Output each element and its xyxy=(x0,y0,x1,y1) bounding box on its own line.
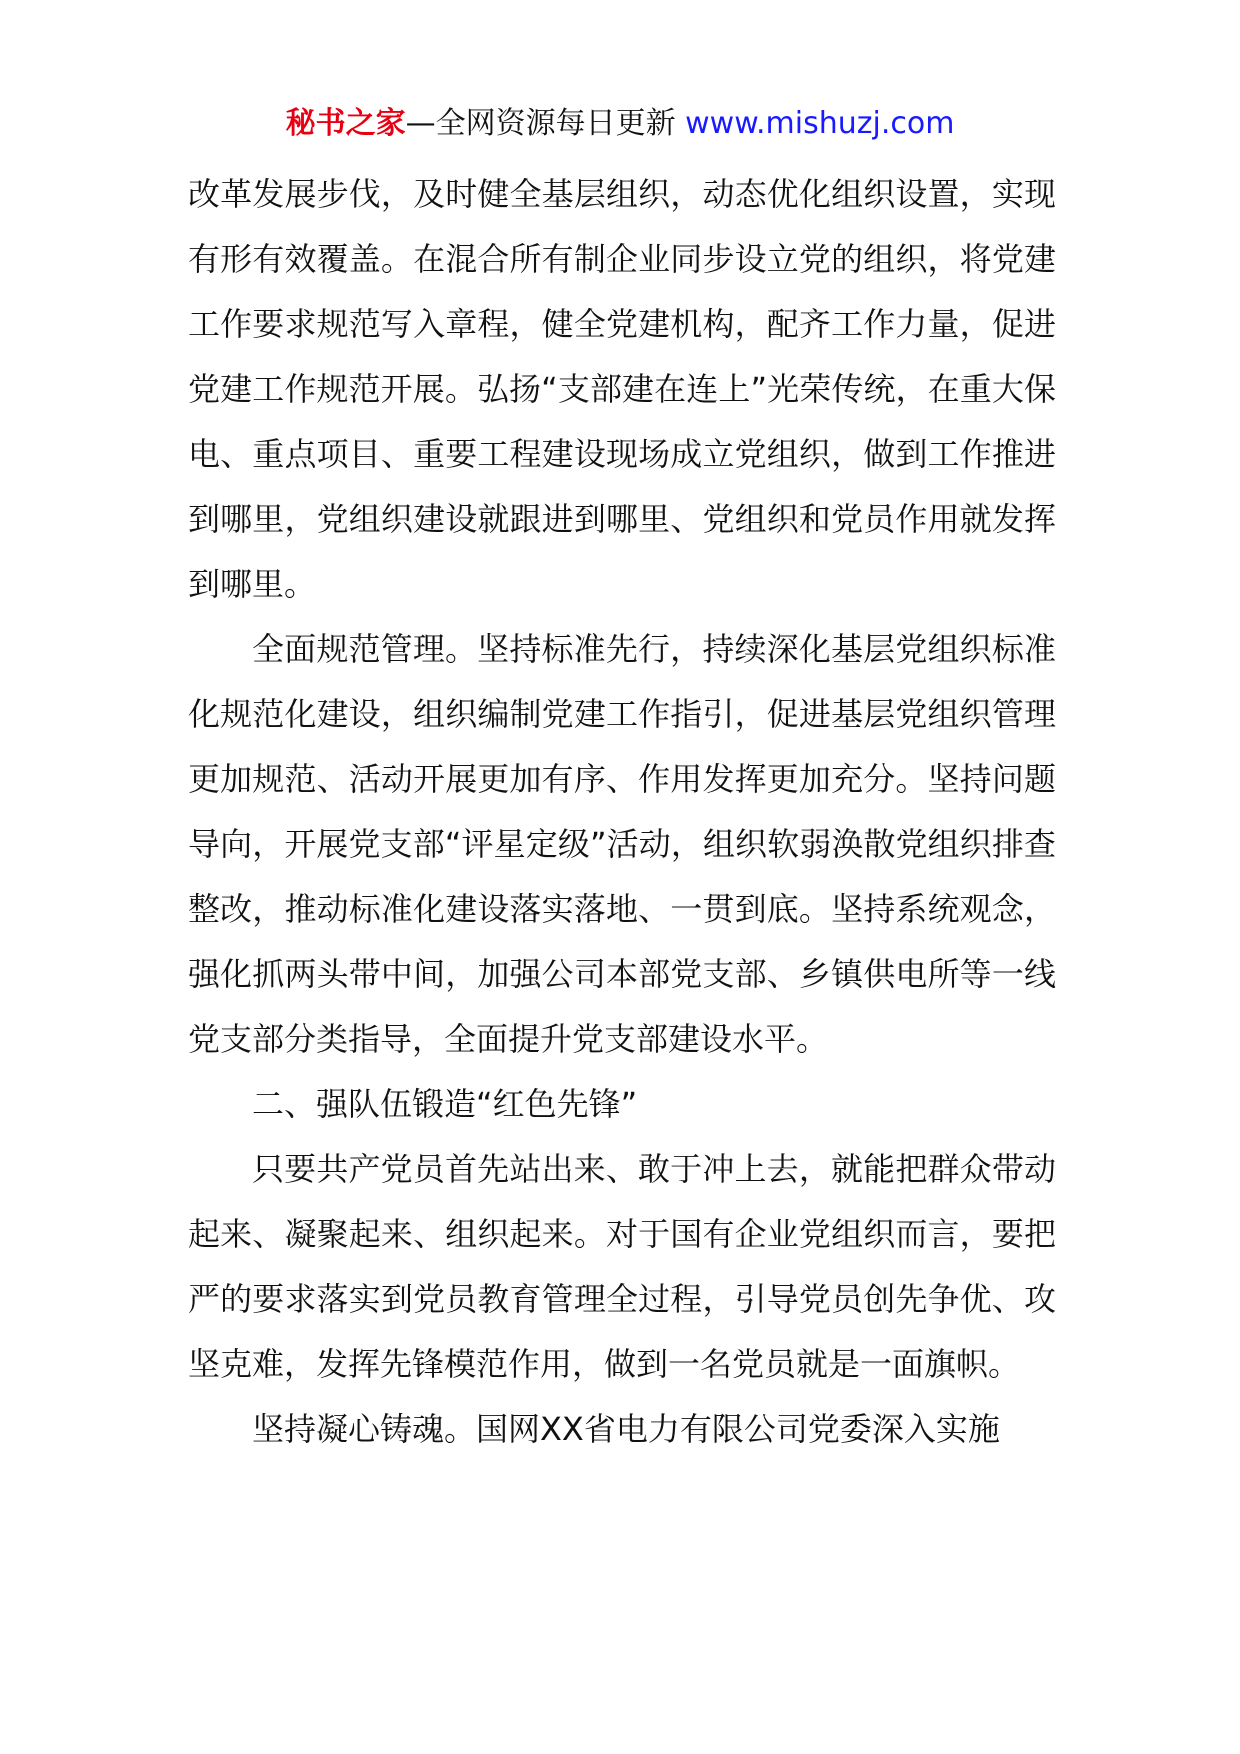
paragraph-continuation: 改革发展步伐，及时健全基层组织，动态优化组织设置，实现有形有效覆盖。在混合所有制企业同步设立党的组织，将党建工作要求规范写入章程，健全党建机构，配齐工作力量，促进党建工作规范开展。弘扬“支部建在连上”光荣传统，在重大保电、重点项目、重要工程建设现场成立党组织，做到工作推进到哪里，党组织建设就跟进到哪里、党组织和党员作用就发挥到哪里。 xyxy=(188,175,1056,603)
site-url-link[interactable]: www.mishuzj.com xyxy=(685,106,955,141)
paragraph-party-members: 只要共产党员首先站出来、敢于冲上去，就能把群众带动起来、凝聚起来、组织起来。对于国有企业党组织而言，要把严的要求落实到党员教育管理全过程，引导党员创先争优、攻坚克难，发挥先锋模范作用，做到一名党员就是一面旗帜。 xyxy=(188,1150,1056,1383)
paragraph-cohesion: 坚持凝心铸魂。国网XX省电力有限公司党委深入实施 xyxy=(252,1410,1000,1448)
header-tagline: —全网资源每日更新 xyxy=(405,106,686,141)
section-heading: 二、强队伍锻造“红色先锋” xyxy=(252,1085,638,1123)
document-body xyxy=(188,162,1056,1462)
paragraph-standardized-management: 全面规范管理。坚持标准先行，持续深化基层党组织标准化规范化建设，组织编制党建工作指引，促进基层党组织管理更加规范、活动开展更加有序、作用发挥更加充分。坚持问题导向，开展党支部“评星定级”活动，组织软弱涣散党组织排查整改，推动标准化建设落实落地、一贯到底。坚持系统观念，强化抓两头带中间，加强公司本部党支部、乡镇供电所等一线党支部分类指导，全面提升党支部建设水平。 xyxy=(188,630,1056,1058)
page-header xyxy=(0,100,1240,148)
brand-name: 秘书之家 xyxy=(285,106,406,141)
